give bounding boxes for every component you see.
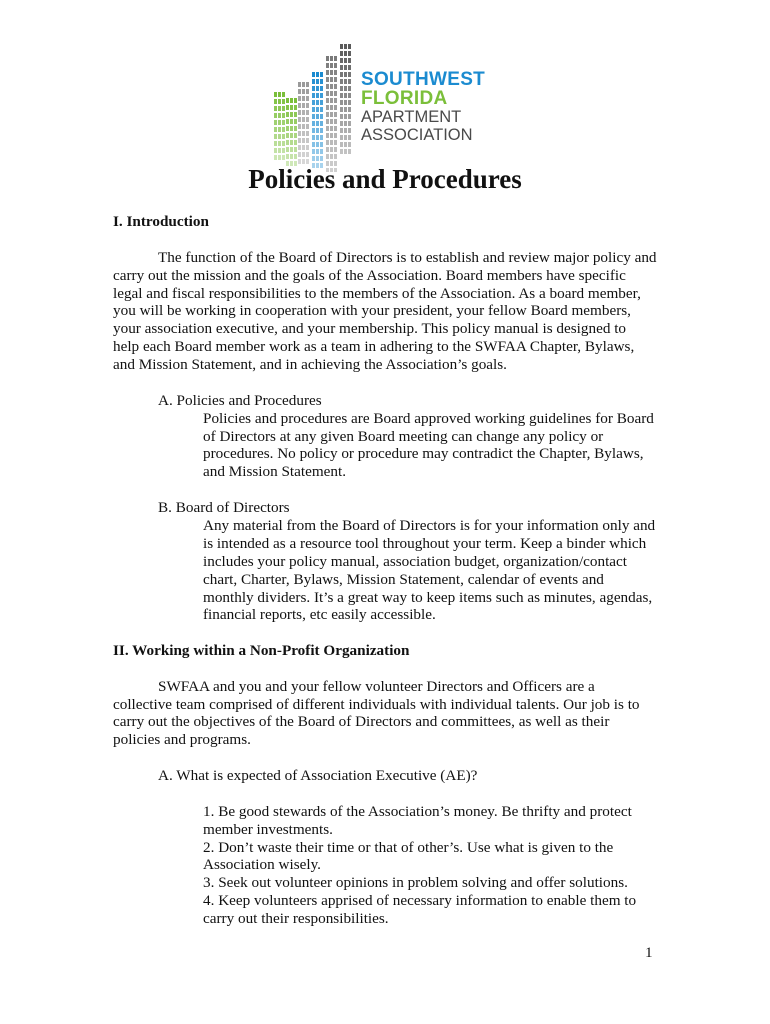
intro-line: legal and fiscal responsibilities to the members of the Association. As a board member, <box>113 285 641 302</box>
logo-grid-cell <box>330 77 333 82</box>
logo-grid-cell <box>348 121 351 126</box>
intro-line: help each Board member work as a team in adhering to the SWFAA Chapter, Bylaws, <box>113 338 635 355</box>
logo-grid-cell <box>334 147 337 152</box>
association-logo <box>270 42 510 172</box>
logo-grid-cell <box>298 96 301 101</box>
logo-grid-cell <box>340 44 343 49</box>
logo-grid-cell <box>330 56 333 61</box>
logo-grid-cell <box>298 145 301 150</box>
logo-grid-cell <box>316 142 319 147</box>
logo-grid-cell <box>348 51 351 56</box>
intro-line: The function of the Board of Directors is to establish and review major policy and <box>158 249 657 266</box>
logo-grid-cell <box>348 149 351 154</box>
logo-grid-cell <box>344 100 347 105</box>
logo-grid-cell <box>316 135 319 140</box>
logo-wordmark <box>361 70 485 144</box>
logo-grid-cell <box>326 112 329 117</box>
logo-grid-cell <box>274 141 277 146</box>
logo-grid-cell <box>312 79 315 84</box>
logo-grid-cell <box>348 128 351 133</box>
subsection-a-heading: A. Policies and Procedures <box>158 392 322 409</box>
logo-grid-cell <box>326 70 329 75</box>
logo-line-florida: FLORIDA <box>361 88 448 109</box>
logo-grid-cell <box>340 51 343 56</box>
logo-grid-cell <box>326 56 329 61</box>
logo-grid-cell <box>340 72 343 77</box>
logo-grid-cell <box>298 152 301 157</box>
logo-grid-cell <box>302 152 305 157</box>
logo-grid-cell <box>278 141 281 146</box>
logo-grid-cell <box>320 156 323 161</box>
logo-grid-cell <box>274 113 277 118</box>
ae-line: Association wisely. <box>203 856 321 873</box>
logo-grid-cell <box>316 156 319 161</box>
logo-grid-cell <box>312 142 315 147</box>
logo-grid-cell <box>326 147 329 152</box>
logo-grid-cell <box>340 107 343 112</box>
logo-grid-cell <box>340 142 343 147</box>
intro-heading: I. Introduction <box>113 213 209 230</box>
logo-grid-cell <box>298 117 301 122</box>
logo-grid-cell <box>278 127 281 132</box>
subsection-a-line: Policies and procedures are Board approved working guidelines for Board <box>203 410 654 427</box>
logo-grid-cell <box>282 113 285 118</box>
logo-grid-cell <box>306 89 309 94</box>
logo-grid-cell <box>340 121 343 126</box>
ae-line: 3. Seek out volunteer opinions in problem solving and offer solutions. <box>203 874 628 891</box>
logo-grid-cell <box>286 105 289 110</box>
logo-grid-cell <box>334 70 337 75</box>
subsection-a-line: procedures. No policy or procedure may contradict the Chapter, Bylaws, <box>203 445 644 462</box>
nonprofit-line: collective team comprised of different individuals with individual talents. Our job is to <box>113 696 640 713</box>
logo-grid-cell <box>348 65 351 70</box>
logo-grid-cell <box>298 110 301 115</box>
page-title: Policies and Procedures <box>248 164 522 194</box>
page-number: 1 <box>645 944 653 961</box>
logo-grid-cell <box>316 149 319 154</box>
ae-line: 1. Be good stewards of the Association’s money. Be thrifty and protect <box>203 803 632 820</box>
nonprofit-line: SWFAA and you and your fellow volunteer Directors and Officers are a <box>158 678 595 695</box>
logo-grid-cell <box>340 79 343 84</box>
logo-grid-cell <box>316 107 319 112</box>
logo-grid-cell <box>312 93 315 98</box>
logo-grid-cell <box>302 96 305 101</box>
intro-line: carry out the mission and the goals of the Association. Board members have specific <box>113 267 626 284</box>
logo-grid-cell <box>282 134 285 139</box>
logo-grid-cell <box>326 126 329 131</box>
logo-grid-cell <box>278 120 281 125</box>
logo-grid-cell <box>282 148 285 153</box>
logo-grid-cell <box>348 58 351 63</box>
logo-grid-cell <box>348 114 351 119</box>
logo-grid-cell <box>306 131 309 136</box>
logo-grid-cell <box>326 63 329 68</box>
logo-grid-cell <box>330 119 333 124</box>
logo-grid-cell <box>298 124 301 129</box>
logo-grid-cell <box>312 107 315 112</box>
subsection-b-line: monthly dividers. It’s a great way to keep items such as minutes, agendas, <box>203 589 653 606</box>
subsection-b-line: is intended as a resource tool throughout your term. Keep a binder which <box>203 535 647 552</box>
logo-grid-cell <box>294 105 297 110</box>
logo-grid-cell <box>326 98 329 103</box>
logo-grid-cell <box>274 134 277 139</box>
logo-grid-cell <box>330 105 333 110</box>
logo-grid-cell <box>286 112 289 117</box>
logo-grid-cell <box>282 155 285 160</box>
logo-grid-cell <box>316 100 319 105</box>
logo-grid-cell <box>302 131 305 136</box>
logo-grid-cell <box>316 121 319 126</box>
logo-grid-cell <box>320 128 323 133</box>
logo-grid-cell <box>316 72 319 77</box>
logo-grid-cell <box>302 82 305 87</box>
logo-grid-cell <box>306 110 309 115</box>
logo-grid-cell <box>326 77 329 82</box>
logo-grid-cell <box>290 147 293 152</box>
logo-grid-cell <box>274 120 277 125</box>
logo-grid-cell <box>344 121 347 126</box>
logo-grid-cell <box>274 155 277 160</box>
logo-grid-cell <box>290 119 293 124</box>
logo-grid-cell <box>330 133 333 138</box>
logo-grid-cell <box>278 148 281 153</box>
logo-grid-cell <box>320 114 323 119</box>
logo-grid-cell <box>344 107 347 112</box>
logo-grid-cell <box>302 110 305 115</box>
logo-grid-cell <box>326 140 329 145</box>
logo-grid-cell <box>334 56 337 61</box>
logo-grid-cell <box>312 128 315 133</box>
logo-grid-cell <box>316 128 319 133</box>
logo-grid-cell <box>302 124 305 129</box>
logo-grid-cell <box>306 103 309 108</box>
ae-heading: A. What is expected of Association Executive (AE)? <box>158 767 478 784</box>
logo-grid-cell <box>286 126 289 131</box>
logo-grid-cell <box>334 98 337 103</box>
subsection-b-heading: B. Board of Directors <box>158 499 290 516</box>
logo-grid-cell <box>340 128 343 133</box>
logo-grid-cell <box>326 91 329 96</box>
logo-grid-cell <box>340 65 343 70</box>
logo-grid-cell <box>334 154 337 159</box>
logo-grid-cell <box>330 154 333 159</box>
logo-grid-cell <box>312 114 315 119</box>
logo-grid-cell <box>344 149 347 154</box>
subsection-b-line: Any material from the Board of Directors is for your information only and <box>203 517 656 534</box>
logo-grid-cell <box>274 127 277 132</box>
logo-grid-cell <box>302 89 305 94</box>
logo-grid-cell <box>316 93 319 98</box>
logo-grid-cell <box>320 121 323 126</box>
logo-grid-cell <box>340 149 343 154</box>
logo-grid-cell <box>278 99 281 104</box>
logo-grid-cell <box>274 106 277 111</box>
ae-line: 4. Keep volunteers apprised of necessary information to enable them to <box>203 892 637 909</box>
logo-grid-cell <box>348 86 351 91</box>
logo-grid-cell <box>326 84 329 89</box>
logo-grid-cell <box>282 92 285 97</box>
logo-grid-cell <box>344 86 347 91</box>
logo-grid-cell <box>282 127 285 132</box>
logo-grid-cell <box>330 84 333 89</box>
logo-grid-cell <box>348 79 351 84</box>
logo-grid-cell <box>298 82 301 87</box>
logo-grid-cell <box>344 79 347 84</box>
logo-grid-cell <box>348 107 351 112</box>
logo-grid-cell <box>278 113 281 118</box>
logo-line-association: ASSOCIATION <box>361 126 473 144</box>
logo-grid-cell <box>274 92 277 97</box>
logo-grid-cell <box>282 120 285 125</box>
logo-grid-cell <box>306 82 309 87</box>
logo-grid-cell <box>286 147 289 152</box>
logo-grid-cell <box>282 99 285 104</box>
intro-line: you will be working in cooperation with your president, your fellow Board members, <box>113 302 631 319</box>
logo-grid-cell <box>340 86 343 91</box>
logo-grid-cell <box>312 121 315 126</box>
logo-grid-cell <box>290 154 293 159</box>
logo-grid-cell <box>348 100 351 105</box>
logo-grid-cell <box>320 79 323 84</box>
logo-grid-cell <box>306 138 309 143</box>
logo-grid-cell <box>290 133 293 138</box>
logo-grid-cell <box>312 149 315 154</box>
logo-grid-cell <box>330 140 333 145</box>
logo-grid-cell <box>312 72 315 77</box>
logo-grid-cell <box>278 106 281 111</box>
logo-grid-cell <box>298 103 301 108</box>
logo-grid-cell <box>306 145 309 150</box>
logo-grid-cell <box>290 140 293 145</box>
logo-grid-cell <box>274 148 277 153</box>
logo-grid-cell <box>306 152 309 157</box>
logo-grid-cell <box>302 145 305 150</box>
logo-grid-cell <box>334 91 337 96</box>
logo-grid-cell <box>340 93 343 98</box>
logo-grid-cell <box>306 117 309 122</box>
logo-grid-cell <box>334 63 337 68</box>
logo-grid-cell <box>312 100 315 105</box>
logo-grid-cell <box>302 117 305 122</box>
logo-grid-cell <box>344 142 347 147</box>
subsection-a-line: of Directors at any given Board meeting can change any policy or <box>203 428 604 445</box>
logo-grid-cell <box>312 135 315 140</box>
logo-grid-cell <box>278 134 281 139</box>
logo-grid-cell <box>340 114 343 119</box>
logo-grid-cell <box>344 128 347 133</box>
subsection-b-line: includes your policy manual, association budget, organization/contact <box>203 553 628 570</box>
logo-grid-cell <box>320 93 323 98</box>
logo-grid-cell <box>348 135 351 140</box>
logo-grid-cell <box>326 105 329 110</box>
logo-grid-cell <box>330 70 333 75</box>
ae-line: member investments. <box>203 821 333 838</box>
ae-line: 2. Don’t waste their time or that of other’s. Use what is given to the <box>203 839 614 856</box>
logo-grid-cell <box>278 92 281 97</box>
logo-grid-cell <box>348 72 351 77</box>
logo-grid-cell <box>320 72 323 77</box>
subsection-b-line: chart, Charter, Bylaws, Mission Statement, calendar of events and <box>203 571 604 588</box>
logo-grid-cell <box>298 138 301 143</box>
logo-grid-cell <box>334 105 337 110</box>
logo-grid-cell <box>344 114 347 119</box>
logo-grid-cell <box>344 93 347 98</box>
logo-grid-cell <box>320 142 323 147</box>
logo-grid-cell <box>294 140 297 145</box>
logo-grid-cell <box>320 135 323 140</box>
logo-grid-cell <box>320 107 323 112</box>
logo-grid-cell <box>312 156 315 161</box>
logo-grid-cell <box>316 114 319 119</box>
logo-grid-cell <box>348 142 351 147</box>
logo-grid-cell <box>294 112 297 117</box>
logo-grid-cell <box>286 154 289 159</box>
logo-grid-cell <box>290 105 293 110</box>
logo-grid-cell <box>340 100 343 105</box>
logo-grid-cell <box>286 133 289 138</box>
logo-grid-cell <box>306 96 309 101</box>
subsection-a-line: and Mission Statement. <box>203 463 347 480</box>
logo-grid-cell <box>344 65 347 70</box>
logo-grid-cell <box>282 141 285 146</box>
logo-grid-cell <box>290 112 293 117</box>
logo-grid-cell <box>294 154 297 159</box>
intro-line: your association executive, and your membership. This policy manual is designed to <box>113 320 627 337</box>
logo-grid-cell <box>334 112 337 117</box>
nonprofit-heading: II. Working within a Non-Profit Organization <box>113 642 410 659</box>
logo-grid-cell <box>320 149 323 154</box>
logo-grid-cell <box>326 154 329 159</box>
logo-grid-cell <box>340 58 343 63</box>
logo-grid-cell <box>320 86 323 91</box>
logo-grid-cell <box>278 155 281 160</box>
logo-grid-cell <box>282 106 285 111</box>
logo-grid-cell <box>344 135 347 140</box>
intro-line: and Mission Statement, and in achieving the Association’s goals. <box>113 356 507 373</box>
logo-grid-cell <box>294 98 297 103</box>
logo-grid-cell <box>344 44 347 49</box>
logo-grid-cell <box>330 112 333 117</box>
logo-grid-cell <box>330 126 333 131</box>
logo-grid-cell <box>290 98 293 103</box>
logo-grid-cell <box>348 93 351 98</box>
logo-grid-cell <box>302 103 305 108</box>
logo-grid-cell <box>330 91 333 96</box>
logo-grid-cell <box>334 133 337 138</box>
logo-grid-cell <box>344 58 347 63</box>
logo-grid-cell <box>302 138 305 143</box>
logo-grid-cell <box>294 147 297 152</box>
logo-grid-cell <box>290 126 293 131</box>
logo-grid-cell <box>316 79 319 84</box>
nonprofit-line: policies and programs. <box>113 731 251 748</box>
logo-grid-cell <box>348 44 351 49</box>
nonprofit-line: carry out the objectives of the Board of Directors and committees, as well as their <box>113 713 610 730</box>
logo-grid-cell <box>330 63 333 68</box>
logo-line-apartment: APARTMENT <box>361 108 462 126</box>
logo-grid-cell <box>326 119 329 124</box>
logo-grid-cell <box>340 135 343 140</box>
logo-grid-cell <box>344 72 347 77</box>
logo-grid-cell <box>294 133 297 138</box>
logo-grid-cell <box>326 133 329 138</box>
logo-grid-cell <box>320 100 323 105</box>
logo-grid-cell <box>334 77 337 82</box>
logo-grid-cell <box>330 98 333 103</box>
logo-grid-cell <box>334 84 337 89</box>
logo-grid-cell <box>312 86 315 91</box>
subsection-b-line: financial reports, etc easily accessible. <box>203 606 436 623</box>
logo-line-southwest: SOUTHWEST <box>361 69 486 90</box>
logo-grid-cell <box>294 126 297 131</box>
logo-grid-cell <box>286 140 289 145</box>
logo-grid-cell <box>286 119 289 124</box>
logo-grid-cell <box>334 126 337 131</box>
ae-line: carry out their responsibilities. <box>203 910 389 927</box>
logo-grid-cell <box>294 119 297 124</box>
logo-grid-cell <box>316 86 319 91</box>
logo-grid-cell <box>274 99 277 104</box>
logo-grid-cell <box>286 98 289 103</box>
logo-grid-cell <box>334 119 337 124</box>
logo-grid-cell <box>330 147 333 152</box>
logo-grid-cell <box>344 51 347 56</box>
logo-grid-cell <box>306 124 309 129</box>
logo-grid-cell <box>334 140 337 145</box>
building-grid-icon <box>270 42 360 172</box>
logo-grid-cell <box>298 89 301 94</box>
logo-grid-cell <box>298 131 301 136</box>
